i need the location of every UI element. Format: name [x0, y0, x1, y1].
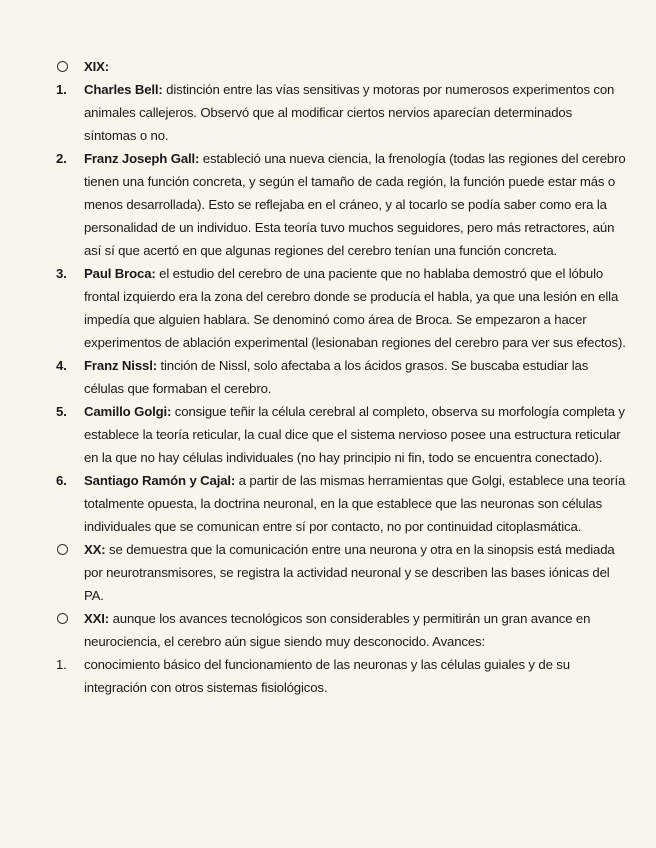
list-item-text: tinción de Nissl, solo afectaba a los ácidos grasos. Se buscaba estudiar las células que formaban el cerebro. — [84, 358, 589, 396]
circle-bullet-icon — [57, 544, 68, 555]
list-marker — [56, 55, 80, 78]
list-item-text: aunque los avances tecnológicos son considerables y permitirán un gran avance en neurociencia, el cerebro aún sigue siendo muy desconocido. Avances: — [84, 611, 591, 649]
list-item-heading: Paul Broca: — [84, 266, 156, 281]
list-item-xxi — [56, 607, 626, 653]
list-number: 5. — [56, 404, 67, 419]
document-body — [56, 55, 626, 699]
list-item-heading: Franz Joseph Gall: — [84, 151, 200, 166]
list-item-text: se demuestra que la comunicación entre una neurona y otra en la sinopsis está mediada por neurotransmisores, se registra la actividad neuronal y se describen las bases iónicas del PA. — [84, 542, 615, 603]
list-number: 6. — [56, 473, 67, 488]
list-item-heading: Charles Bell: — [84, 82, 163, 97]
list-marker — [56, 607, 80, 630]
list-item-paul-broca — [56, 262, 626, 354]
circle-bullet-icon — [57, 61, 68, 72]
list-number: 3. — [56, 266, 67, 281]
list-number: 1. — [56, 657, 67, 672]
list-item-text: estableció una nueva ciencia, la frenología (todas las regiones del cerebro tienen una función concreta, y según el tamaño de cada región, la función puede estar más o menos desarrollada). Esto se reflejaba en el cráneo, y al tocarlo se podía saber como era la personalidad de un individuo. Esta teoría tuvo muchos seguidores, pero más retractores, aún así sí que acertó en que algunas regiones del cerebro tenían una función concreta. — [84, 151, 626, 258]
list-item-text: a partir de las mismas herramientas que Golgi, establece una teoría totalmente opuesta, la doctrina neuronal, en la que establece que las neuronas son células individuales que se comunican entre sí por contacto, no por continuidad citoplasmática. — [84, 473, 626, 534]
list-item-ramon-y-cajal — [56, 469, 626, 538]
list-number: 1. — [56, 82, 67, 97]
list-item-avance-1 — [56, 653, 626, 699]
list-number: 2. — [56, 151, 67, 166]
circle-bullet-icon — [57, 613, 68, 624]
list-item-heading: XXI: — [84, 611, 110, 626]
list-item-text: distinción entre las vías sensitivas y motoras por numerosos experimentos con animales callejeros. Observó que al modificar ciertos nervios aparecían determinados síntomas o no. — [84, 82, 615, 143]
list-item-heading: Santiago Ramón y Cajal: — [84, 473, 236, 488]
list-item-heading: Camillo Golgi: — [84, 404, 172, 419]
list-item-text: consigue teñir la célula cerebral al completo, observa su morfología completa y establece la teoría reticular, la cual dice que el sistema nervioso posee una estructura reticular en la que no hay células individuales (no hay principio ni fin, todo se encuentra conectado). — [84, 404, 625, 465]
list-item-xx — [56, 538, 626, 607]
list-item-camillo-golgi — [56, 400, 626, 469]
list-item-text: conocimiento básico del funcionamiento de las neuronas y las células guiales y de su integración con otros sistemas fisiológicos. — [84, 657, 570, 695]
list-marker — [56, 538, 80, 561]
list-item-heading: Franz Nissl: — [84, 358, 157, 373]
list-item-heading: XIX: — [84, 59, 110, 74]
list-item-xix — [56, 55, 626, 78]
list-item-franz-nissl — [56, 354, 626, 400]
list-item-charles-bell — [56, 78, 626, 147]
list-item-heading: XX: — [84, 542, 106, 557]
list-number: 4. — [56, 358, 67, 373]
list-item-text: el estudio del cerebro de una paciente que no hablaba demostró que el lóbulo frontal izquierdo era la zona del cerebro donde se producía el habla, ya que una lesión en ella impedía que alguien hablara. Se denominó como área de Broca. Se empezaron a hacer experimentos de ablación experimental (lesionaban regiones del cerebro para ver sus efectos). — [84, 266, 626, 350]
list-item-franz-joseph-gall — [56, 147, 626, 262]
